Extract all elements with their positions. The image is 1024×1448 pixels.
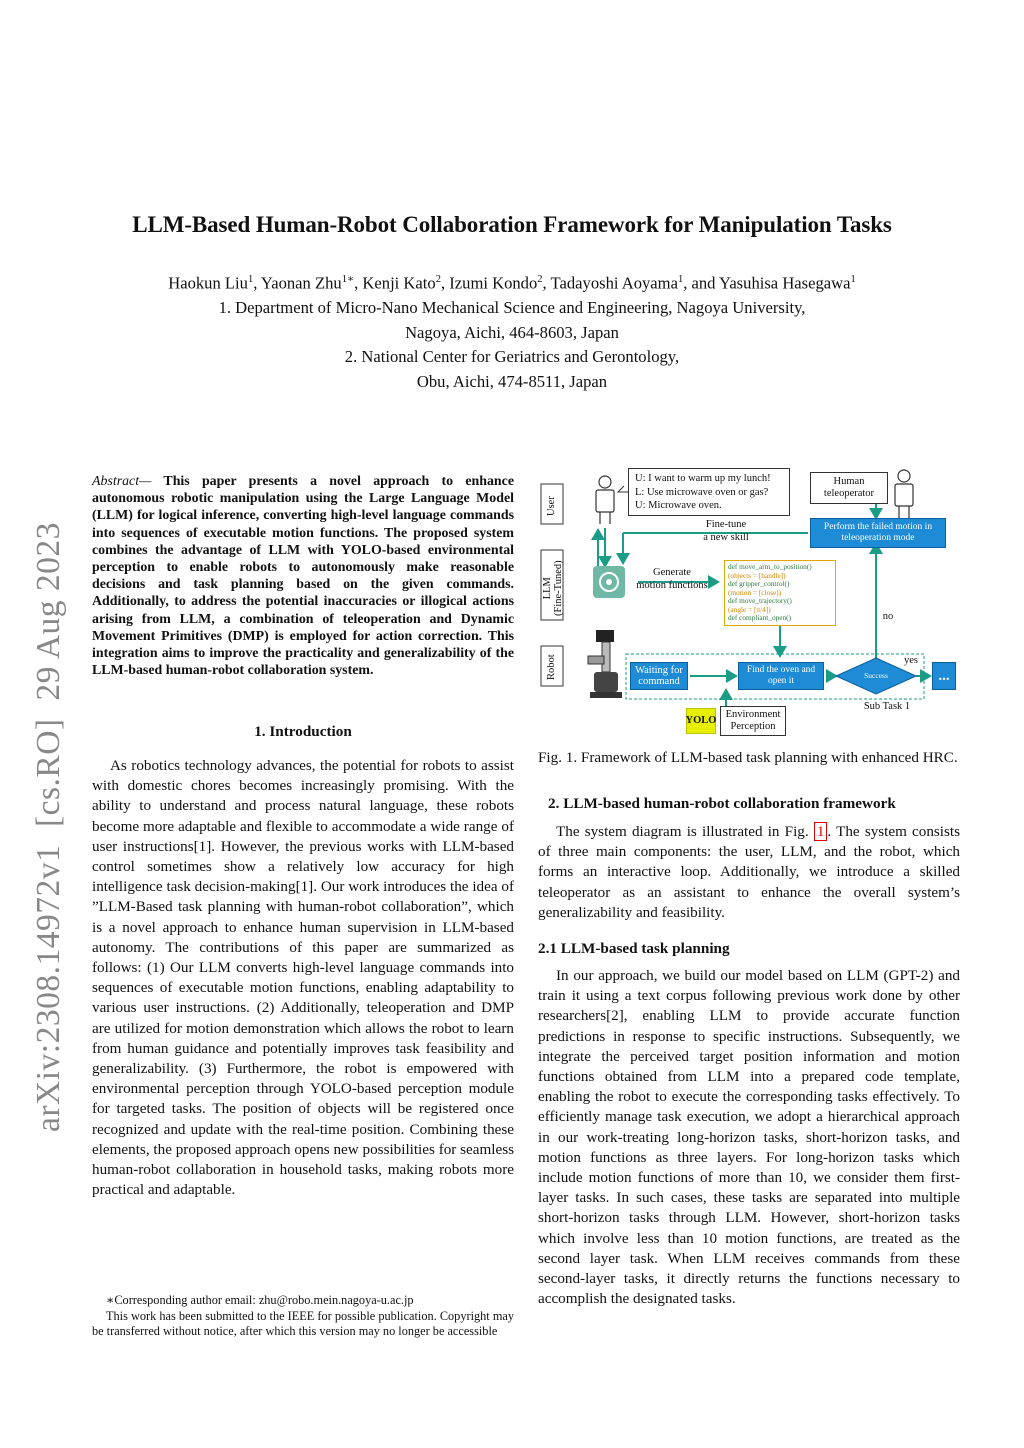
code-line: (objects = [handle]) xyxy=(728,570,786,580)
no-label: no xyxy=(882,611,894,622)
human-teleoperator-box: Human teleoperator xyxy=(810,472,888,504)
author-block xyxy=(0,268,1024,394)
code-line: def gripper_control() xyxy=(728,579,790,588)
author-sup: 1 xyxy=(850,274,856,285)
abstract xyxy=(92,473,514,679)
section2-paragraph xyxy=(538,822,960,923)
dialog-line: L: Use microwave oven or gas? xyxy=(635,486,769,498)
dialog-line: U: I want to warm up my lunch! xyxy=(635,473,771,484)
environment-perception-box: Environment Perception xyxy=(720,706,786,736)
intro-heading: 1. Introduction xyxy=(254,723,352,740)
affiliation-line: Obu, Aichi, 474-8511, Japan xyxy=(416,371,608,391)
author-sup: 2 xyxy=(537,274,543,285)
author-sup: 2 xyxy=(435,274,441,285)
author-name: Izumi Kondo xyxy=(449,273,538,293)
footnote-corresponding: ∗Corresponding author email: zhu@robo.mein.nagoya-u.ac.jp xyxy=(106,1293,414,1307)
section2-heading: 2. LLM-based human-robot collaboration framework xyxy=(548,795,896,812)
author-sup: 1 xyxy=(677,274,684,285)
author-list: Haokun Liu$^1$, Yaonan Zhu$^{1∗}$, Kenji Kato$^2$, Izumi Kondo$^2$, Tadayoshi Aoyama$^1$, and Yasuhisa Hasegawa$^1$ xyxy=(168,273,856,293)
section2-text: The system diagram is illustrated in Fig. xyxy=(556,823,814,840)
arxiv-id: arXiv:2308.14972v1 [cs.RO] 29 Aug 2023 xyxy=(30,522,67,1132)
footnote-notice: This work has been submitted to the IEEE for possible publication. Copyright may be transferred without notice, after which this version may no longer be accessible xyxy=(92,1308,514,1338)
lane-robot-label: Robot xyxy=(546,654,557,680)
author-name: Kenji Kato xyxy=(362,273,436,293)
find-oven-box: Find the oven and open it xyxy=(738,662,824,690)
subsection-body xyxy=(538,966,960,1309)
fine-tune-label xyxy=(688,518,764,546)
intro-body xyxy=(92,756,514,1200)
code-line: (angle = [π/4]) xyxy=(728,604,771,614)
lane-user-label: User xyxy=(546,496,557,516)
figure-caption: Fig. 1. Framework of LLM-based task planning with enhanced HRC. xyxy=(538,749,958,766)
teleoperator-person-icon xyxy=(895,470,913,518)
lane-llm-line1: LLM xyxy=(542,577,553,600)
author-sup: 1 xyxy=(247,274,254,285)
fine-tune-line2: a new skill xyxy=(703,532,749,543)
code-line: def compliant_open() xyxy=(728,613,792,622)
affiliation-line: Nagoya, Aichi, 464-8603, Japan xyxy=(405,322,619,342)
yes-label: yes xyxy=(904,655,918,666)
abstract-label: Abstract— xyxy=(92,474,152,489)
abstract-text: This paper presents a novel approach to enhance autonomous robotic manipulation using the Large Language Model (LLM) for logical inference, converting high-level language commands into sequences of executable motion functions. The proposed system combines the advantage of LLM with YOLO-based environmental perception to enable robots to autonomously make reasonable decisions and task planning based on the given commands. Additionally, to address the potential inaccuracies or illogical actions arising from LLM, a combination of teleoperation and Dynamic Movement Primitives (DMP) is employed for action correction. This integration aims to improve the practicality and generalizability of the LLM-based human-robot collaboration system. xyxy=(92,474,514,679)
fine-tune-line1: Fine-tune xyxy=(705,519,747,530)
arxiv-stamp xyxy=(30,432,70,1132)
lane-llm-line2: (Fine-Tuned) xyxy=(553,560,564,616)
code-line: (motion = [close]) xyxy=(728,587,782,597)
intro-paragraph: As robotics technology advances, the potential for robots to assist with domestic chores becomes increasingly promising. With the ability to understand and process natural language, these robots become more adaptable and flexible to accommodate a wide range of user instructions[1]. However, the previous works with LLM-based control sometimes show a relatively low accuracy for high intelligence task decision-making[1]. Our work introduces the idea of ”LLM-Based task planning with human-robot collaboration”, which is a novel approach to enhance human supervision in LLM-based autonomy. The contributions of this paper are summarized as follows: (1) Our LLM converts high-level language commands into sequences of executable motion functions, enabling adaptability to various user instructions. (2) Additionally, teleoperation and DMP are utilized for motion demonstration which allows the robot to learn from human guidance and potentially improves task feasibility and generalizability. (3) Furthermore, the robot is empowered with environmental perception through YOLO-based perception module for targeted tasks. The position of objects will be registered once recognized and update with the real-time position. Combining these elements, the proposed approach opens new possibilities for seamless human-robot collaboration in household tasks, making robots more practical and adaptable. xyxy=(92,757,514,1199)
subsection-paragraph: In our approach, we build our model based on LLM (GPT-2) and train it using a text corpus following previous work done by other researchers[2], enabling LLM to provide accurate function predictions in response to specific instructions. Subsequently, we integrate the perceived target position information and motion functions obtained from LLM into a prepared code template, enabling the robot to execute the corresponding tasks effectively. To efficiently manage task execution, we adopt a hierarchical approach in our work-treating long-horizon tasks, short-horizon tasks, and motion functions as three layers. For long-horizon tasks which include motion functions of more than 10, we consider them first-layer tasks. In such cases, these tasks are separated into multiple short-horizon tasks through LLM. However, short-horizon tasks which involve less than 10 motion functions, are treated as the second layer task. When LLM receives commands from these second-layer tasks, it directly returns the functions necessary to accomplish the designated tasks. xyxy=(538,967,960,1308)
figure-ref-link[interactable]: 1 xyxy=(814,822,828,841)
user-person-icon xyxy=(596,476,614,524)
paper-title: LLM-Based Human-Robot Collaboration Framework for Manipulation Tasks xyxy=(132,212,892,237)
section2-text: . The system consists of three main components: the user, LLM, and the robot, which forms an interactive loop. Additionally, we introduce a skilled teleoperator as an assistant to enhance the overall system’s generalizability and feasibility. xyxy=(538,823,961,921)
footnotes xyxy=(92,1293,514,1340)
generate-label xyxy=(630,566,714,594)
success-label: Success xyxy=(864,671,888,680)
lane-llm-label xyxy=(542,560,564,616)
subsection-heading: 2.1 LLM-based task planning xyxy=(538,940,730,957)
code-line: def move_arm_to_position() xyxy=(728,562,812,571)
section2-body xyxy=(538,822,960,923)
subtask-label: Sub Task 1 xyxy=(863,701,911,712)
author-name: Yaonan Zhu xyxy=(260,273,342,293)
affiliation-line: 1. Department of Micro-Nano Mechanical Science and Engineering, Nagoya University, xyxy=(218,298,806,318)
code-line: def move_trajectory() xyxy=(728,596,792,605)
code-template-box xyxy=(724,560,836,626)
author-sup: 1∗ xyxy=(341,274,355,285)
robot-icon xyxy=(588,630,622,698)
framework-figure xyxy=(538,458,960,742)
author-name: Yasuhisa Hasegawa xyxy=(719,273,851,293)
dialog-bubble xyxy=(628,468,790,516)
yolo-logo: YOLO xyxy=(686,708,716,734)
failed-motion-box: Perform the failed motion in teleoperation mode xyxy=(810,518,946,548)
dialog-line: U: Microwave oven. xyxy=(635,500,722,511)
waiting-command-box: Waiting for command xyxy=(630,662,688,690)
author-name: Tadayoshi Aoyama xyxy=(550,273,678,293)
llm-logo-icon xyxy=(593,566,625,598)
more-tasks-box: ... xyxy=(932,662,956,690)
author-name: Haokun Liu xyxy=(168,273,248,293)
generate-line2: motion functions xyxy=(636,580,708,591)
generate-line1: Generate xyxy=(653,567,691,578)
affiliation-line: 2. National Center for Geriatrics and Gerontology, xyxy=(344,347,680,367)
